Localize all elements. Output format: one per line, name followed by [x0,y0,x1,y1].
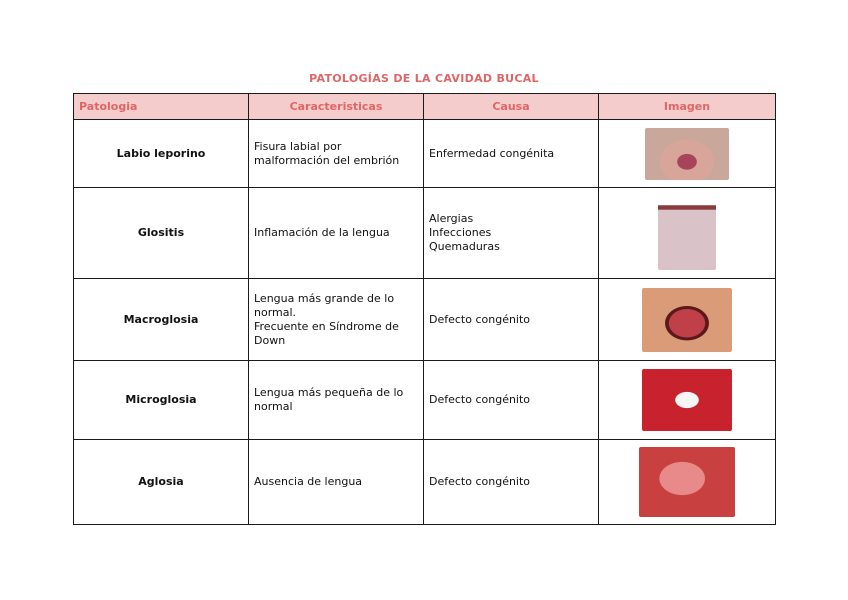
image-cell [599,120,776,188]
image-cell [599,279,776,361]
characteristics-cell [249,440,424,525]
cause-line: Alergias [429,212,474,225]
table-row [74,188,776,279]
header-row [74,94,776,120]
characteristics-line: Ausencia de lengua [254,475,363,488]
characteristics-line: Frecuente en Síndrome de [254,319,399,333]
table-row [74,279,776,361]
image-cell [599,440,776,525]
pathology-name: Aglosia [74,440,249,525]
cause-line: Defecto congénito [429,393,531,406]
characteristics-line: malformación del embrión [254,153,400,167]
cause-cell [424,120,599,188]
pathology-name: Labio leporino [74,120,249,188]
microglossia-photo [642,369,732,431]
characteristics-cell [249,361,424,440]
image-cell [599,188,776,279]
cleft-lip-photo [645,128,729,180]
characteristics-cell [249,120,424,188]
glossitis-photo [658,196,716,270]
cause-cell [424,188,599,279]
pathology-name: Glositis [74,188,249,279]
image-cell [599,361,776,440]
header-imagen: Imagen [599,94,776,120]
characteristics-line: normal [254,400,293,413]
characteristics-line: Lengua más grande de lo [254,291,395,305]
cause-line: Defecto congénito [429,475,531,488]
header-causa: Causa [424,94,599,120]
table-row [74,440,776,525]
table-row [74,361,776,440]
aglossia-photo [639,447,735,517]
characteristics-line: Inflamación de la lengua [254,226,390,239]
cause-line: Enfermedad congénita [429,146,555,160]
macroglossia-photo [642,288,732,352]
pathology-table [73,93,776,525]
cause-line: Infecciones [429,226,492,239]
cause-cell [424,279,599,361]
characteristics-line: Lengua más pequeña de lo [254,386,404,399]
cause-line: Defecto congénito [429,312,531,326]
cause-cell [424,440,599,525]
cause-cell [424,361,599,440]
header-patologia: Patologia [74,94,249,120]
characteristics-line: Down [254,333,286,347]
header-caracteristicas: Caracteristicas [249,94,424,120]
characteristics-cell [249,279,424,361]
characteristics-cell [249,188,424,279]
table-row [74,120,776,188]
characteristics-line: normal. [254,305,297,319]
pathology-name: Macroglosia [74,279,249,361]
table-title: PATOLOGÍAS DE LA CAVIDAD BUCAL [309,72,539,85]
cause-line: Quemaduras [429,240,500,253]
characteristics-line: Fisura labial por [254,139,342,153]
pathology-name: Microglosia [74,361,249,440]
